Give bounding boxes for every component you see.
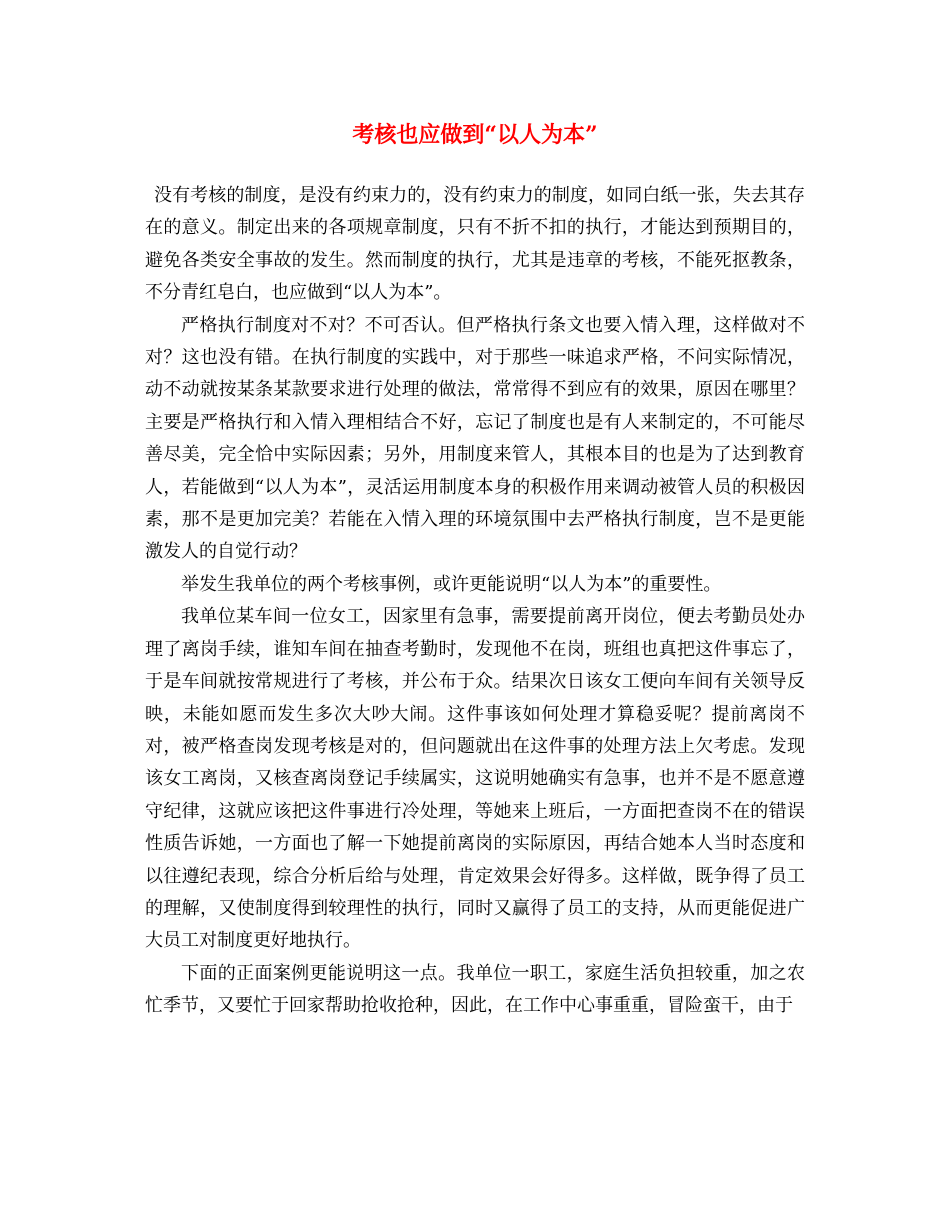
paragraph-2: 严格执行制度对不对？不可否认。但严格执行条文也要入情入理，这样做对不对？这也没有错。在执行制度的实践中，对于那些一味追求严格，不问实际情况，动不动就按某条某款要求进行处理的做法，常常得不到应有的效果，原因在哪里？主要是严格执行和入情入理相结合不好，忘记了制度也是有人来制定的，不可能尽善尽美，完全恰中实际因素；另外，用制度来管人，其根本目的也是为了达到教育人，若能做到“以人为本”，灵活运用制度本身的积极作用来调动被管人员的积极因素，那不是更加完美？若能在入情入理的环境氛围中去严格执行制度，岂不是更能激发人的自觉行动？	[145, 314, 805, 563]
document-body	[145, 180, 805, 1023]
paragraph-1: 没有考核的制度，是没有约束力的，没有约束力的制度，如同白纸一张，失去其存在的意义。制定出来的各项规章制度，只有不折不扣的执行，才能达到预期目的，避免各类安全事故的发生。然而制度的执行，尤其是违章的考核，不能死抠教条，不分青红皂白，也应做到“以人为本”。	[145, 185, 805, 304]
paragraph-4: 我单位某车间一位女工，因家里有急事，需要提前离开岗位，便去考勤员处办理了离岗手续，谁知车间在抽查考勤时，发现他不在岗，班组也真把这件事忘了，于是车间就按常规进行了考核，并公布于众。结果次日该女工便向车间有关领导反映，未能如愿而发生多次大吵大闹。这件事该如何处理才算稳妥呢？提前离岗不对，被严格查岗发现考核是对的，但问题就出在这件事的处理方法上欠考虑。发现该女工离岗，又核查离岗登记手续属实，这说明她确实有急事，也并不是不愿意遵守纪律，这就应该把这件事进行冷处理，等她来上班后，一方面把查岗不在的错误性质告诉她，一方面也了解一下她提前离岗的实际原因，再结合她本人当时态度和以往遵纪表现，综合分析后给与处理，肯定效果会好得多。这样做，既争得了员工的理解，又使制度得到较理性的执行，同时又赢得了员工的支持，从而更能促进广大员工对制度更好地执行。	[145, 606, 805, 952]
paragraph-3: 举发生我单位的两个考核事例，或许更能说明“以人为本”的重要性。	[181, 573, 722, 595]
document-title: 考核也应做到“以人为本”	[352, 122, 598, 148]
paragraph-5: 下面的正面案例更能说明这一点。我单位一职工，家庭生活负担较重，加之农忙季节，又要忙于回家帮助抢收抢种，因此，在工作中心事重重，冒险蛮干，由于	[145, 962, 805, 1017]
